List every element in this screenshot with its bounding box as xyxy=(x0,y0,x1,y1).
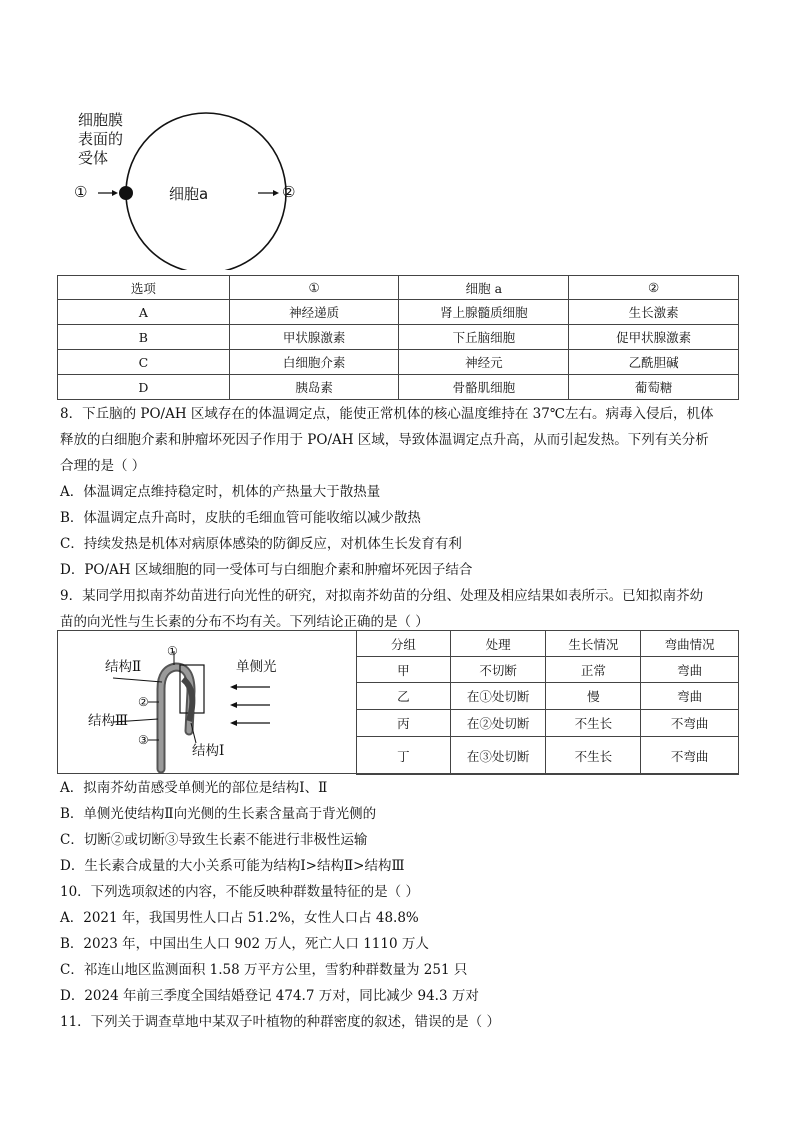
table-cell: 正常 xyxy=(546,657,641,683)
table-cell: 下丘脑细胞 xyxy=(399,325,569,350)
question-stem: 10．下列选项叙述的内容，不能反映种群数量特征的是（ ） xyxy=(60,884,419,900)
table-cell: 甲状腺激素 xyxy=(229,325,399,350)
table-cell: 慢 xyxy=(546,683,641,710)
option-d[interactable]: D．PO/AH 区域细胞的同一受体可与白细胞介素和肿瘤坏死因子结合 xyxy=(60,562,473,578)
option-b[interactable]: B．体温调定点升高时，皮肤的毛细血管可能收缩以减少散热 xyxy=(60,510,421,526)
question-stem-line: 释放的白细胞介素和肿瘤坏死因子作用于 PO/AH 区域，导致体温调定点升高，从而引起发热。下列有关分析 xyxy=(60,432,709,448)
table-cell: 在②处切断 xyxy=(450,710,546,737)
table-cell: 不弯曲 xyxy=(641,737,739,775)
table-row xyxy=(58,350,739,375)
table-header-cell: 处理 xyxy=(450,631,546,657)
table-cell: 生长激素 xyxy=(569,300,739,325)
label-structure-2: 结构Ⅱ xyxy=(105,659,142,675)
option-c[interactable]: C．切断②或切断③导致生长素不能进行非极性运输 xyxy=(60,832,368,848)
table-row xyxy=(357,710,739,737)
option-c[interactable]: C．持续发热是机体对病原体感染的防御反应，对机体生长发育有利 xyxy=(60,536,462,552)
table-cell: 乙酰胆碱 xyxy=(569,350,739,375)
table-row xyxy=(58,300,739,325)
question-stem-line: 8．下丘脑的 PO/AH 区域存在的体温调定点，能使正常机体的核心温度维持在 37℃左右。病毒入侵后，机体 xyxy=(60,406,714,422)
table-cell: 不生长 xyxy=(546,737,641,775)
input-label: ① xyxy=(74,183,88,201)
table-cell: 胰岛素 xyxy=(229,375,399,400)
table-cell: 不生长 xyxy=(546,710,641,737)
seedling-figure xyxy=(58,631,358,773)
table-cell: A xyxy=(58,300,230,325)
receptor-dot xyxy=(119,186,133,200)
output-label: ② xyxy=(282,183,296,201)
label-unilateral-light: 单侧光 xyxy=(236,659,277,675)
table-cell: 在①处切断 xyxy=(450,683,546,710)
table-row xyxy=(357,657,739,683)
table-cell: 弯曲 xyxy=(641,657,739,683)
table-cell: 骨骼肌细胞 xyxy=(399,375,569,400)
table-cell: 乙 xyxy=(357,683,451,710)
table-header-row xyxy=(357,631,739,657)
option-a[interactable]: A．拟南芥幼苗感受单侧光的部位是结构Ⅰ、Ⅱ xyxy=(60,780,328,796)
receptor-label xyxy=(78,111,123,168)
receptor-label-line: 受体 xyxy=(78,149,109,167)
q9-results-table xyxy=(356,630,739,775)
receptor-label-line: 表面的 xyxy=(78,130,124,148)
table-cell: 在③处切断 xyxy=(450,737,546,775)
table-cell: 肾上腺髓质细胞 xyxy=(399,300,569,325)
question-9-options xyxy=(60,778,404,882)
question-stem-line: 9．某同学用拟南芥幼苗进行向光性的研究，对拟南芥幼苗的分组、处理及相应结果如表所示。已知拟南芥幼 xyxy=(60,588,704,604)
table-cell: 白细胞介素 xyxy=(229,350,399,375)
option-b[interactable]: B．2023 年，中国出生人口 902 万人，死亡人口 1110 万人 xyxy=(60,936,429,952)
option-b[interactable]: B．单侧光使结构Ⅱ向光侧的生长素含量高于背光侧的 xyxy=(60,806,377,822)
table-header-cell: 细胞 a xyxy=(399,276,569,300)
table-header-cell: 生长情况 xyxy=(546,631,641,657)
q9-figure-frame xyxy=(57,630,739,774)
question-stem: 11．下列关于调查草地中某双子叶植物的种群密度的叙述，错误的是（ ） xyxy=(60,1014,500,1030)
table-cell: 不弯曲 xyxy=(641,710,739,737)
label-structure-3: 结构Ⅲ xyxy=(88,713,129,729)
table-cell: 甲 xyxy=(357,657,451,683)
table-row xyxy=(58,375,739,400)
question-11 xyxy=(60,1012,500,1038)
question-8 xyxy=(60,404,713,586)
table-header-cell: 选项 xyxy=(58,276,230,300)
question-10 xyxy=(60,882,479,1012)
table-header-cell: ① xyxy=(229,276,399,300)
table-row xyxy=(357,683,739,710)
table-cell: C xyxy=(58,350,230,375)
receptor-label-line: 细胞膜 xyxy=(78,111,124,129)
table-cell: 葡萄糖 xyxy=(569,375,739,400)
figure-cell-receptor xyxy=(70,105,310,270)
options-table xyxy=(57,275,739,400)
table-header-cell: ② xyxy=(569,276,739,300)
option-c[interactable]: C．祁连山地区监测面积 1.58 万平方公里，雪豹种群数量为 251 只 xyxy=(60,962,468,978)
table-row xyxy=(357,737,739,775)
table-cell: 弯曲 xyxy=(641,683,739,710)
option-a[interactable]: A．2021 年，我国男性人口占 51.2%，女性人口占 48.8% xyxy=(60,910,419,926)
table-header-row xyxy=(58,276,739,300)
option-a[interactable]: A．体温调定点维持稳定时，机体的产热量大于散热量 xyxy=(60,484,381,500)
marker-2: ② xyxy=(138,695,149,709)
marker-3: ③ xyxy=(138,733,149,747)
table-cell: D xyxy=(58,375,230,400)
question-stem-line: 苗的向光性与生长素的分布不均有关。下列结论正确的是（ ） xyxy=(60,614,429,630)
table-cell: 促甲状腺激素 xyxy=(569,325,739,350)
table-header-cell: 弯曲情况 xyxy=(641,631,739,657)
option-d[interactable]: D．2024 年前三季度全国结婚登记 474.7 万对，同比减少 94.3 万对 xyxy=(60,988,479,1004)
cell-label: 细胞a xyxy=(169,185,209,203)
marker-1: ① xyxy=(167,644,178,658)
question-stem-line: 合理的是（ ） xyxy=(60,458,146,474)
table-cell: B xyxy=(58,325,230,350)
table-cell: 神经递质 xyxy=(229,300,399,325)
table-cell: 不切断 xyxy=(450,657,546,683)
table-header-cell: 分组 xyxy=(357,631,451,657)
table-cell: 丙 xyxy=(357,710,451,737)
label-structure-1: 结构Ⅰ xyxy=(192,743,225,759)
table-row xyxy=(58,325,739,350)
table-cell: 丁 xyxy=(357,737,451,775)
option-d[interactable]: D．生长素合成量的大小关系可能为结构Ⅰ>结构Ⅱ>结构Ⅲ xyxy=(60,858,405,874)
table-cell: 神经元 xyxy=(399,350,569,375)
